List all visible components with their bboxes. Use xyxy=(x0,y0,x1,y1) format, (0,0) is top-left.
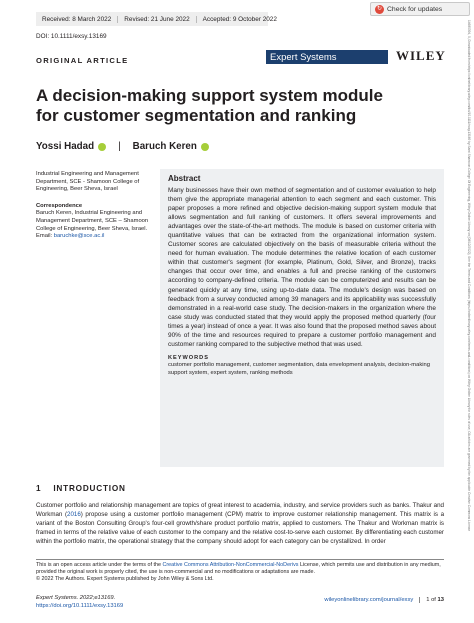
abstract-box xyxy=(160,169,444,467)
affiliation: Industrial Engineering and Management Department, SCE - Shamoon College of Engineering, Beer Sheva, Israel xyxy=(36,171,140,193)
author-name[interactable]: Yossi Hadad xyxy=(36,141,95,152)
keywords: customer portfolio management, customer segmentation, data envelopment analysis, decision-making support system, expert system, ranking methods xyxy=(168,361,430,376)
journal-banner xyxy=(266,50,388,64)
doi-link[interactable]: https://doi.org/10.1111/exsy.13169 xyxy=(36,602,124,609)
copyright: © 2022 The Authors. Expert Systems published by John Wiley & Sons Ltd. xyxy=(36,576,214,583)
paper-title: A decision-making support system module for customer segmentation and ranking xyxy=(36,86,383,125)
received-date: Received: 8 March 2022 xyxy=(36,16,118,23)
intro-text-part: Customer portfolio and relationship management are topics of great interest to academia, industry, and service providers such as banks. Thakur and Workman ( xyxy=(36,502,444,518)
page-total: 13 xyxy=(437,597,444,603)
email-link[interactable]: baruchke@sce.ac.il xyxy=(53,233,105,240)
orcid-icon[interactable] xyxy=(201,143,209,151)
license-text-part: This is an open access article under the terms of the xyxy=(36,562,163,568)
section-number: 1 xyxy=(36,484,42,493)
page-number xyxy=(419,597,444,603)
keywords-heading: KEYWORDS xyxy=(168,354,209,361)
correspondence-label: Correspondence xyxy=(36,202,83,209)
license-text xyxy=(36,562,444,576)
dates-bar xyxy=(36,12,277,26)
footer-citation xyxy=(36,595,123,610)
email-line xyxy=(36,233,156,241)
introduction-text xyxy=(36,501,444,546)
citation-text: Expert Systems. 2022;e13169. xyxy=(36,595,116,601)
license-link[interactable]: Creative Commons Attribution-NonCommercial-NoDerivs xyxy=(162,562,299,568)
license-notice xyxy=(36,562,444,584)
revised-date: Revised: 21 June 2022 xyxy=(118,16,196,23)
author-separator: | xyxy=(118,141,121,152)
publisher-logo: WILEY xyxy=(396,48,446,63)
check-for-updates-button[interactable] xyxy=(370,2,470,16)
section-heading xyxy=(36,484,126,493)
email-label: Email: xyxy=(36,233,53,240)
citation-link[interactable]: 2016 xyxy=(67,511,81,518)
orcid-icon[interactable] xyxy=(98,143,106,151)
download-notice-strip xyxy=(462,20,471,610)
download-notice: 14680394, 0, Downloaded from https://onlinelibrary.wiley.com/doi/10.1111/exsy.13169 by Sami Shamoon College Of Engineering, Wiley Online Library on [08/12/2022]. See the Terms and Conditions (https://onlinelibrary.wiley.com/terms-and-conditions) on Wiley Online Library for rules of use; OA articles are governed by the applicable Creative Commons License xyxy=(467,20,471,532)
accepted-date: Accepted: 9 October 2022 xyxy=(202,15,277,23)
divider xyxy=(36,559,444,560)
intro-text-part: ) propose using a customer portfolio management (CPM) matrix to improve customer relationship management. This matrix is a variant of the Boston Consulting Group's four-cell growth/share product portfolio matrix, applied to customers. The Thakur and Workman matrix is framed in terms of the relative value of each customer to the company and the relative cost-to-serve each customer. By differentiating each customer within the portfolio matrix, the operational strategy that the company should adopt for each category can be crystallized. In order xyxy=(36,511,445,545)
abstract-text: Many businesses have their own method of segmentation and of customer evaluation to help them give the appropriate managerial attention to each segment and each customer. This paper proposes a more refined and objective decision-making support system module that allows segmentation and full ranking of customers. It offers several improvements and advantages over the state-of-the-art methods. The module is based on customer criteria with quantitative values that can be extracted from the organizational information system. Customer scores are calculated objectively on the basis of measurable criteria without the need for human evaluation. The module determines the relative location of each customer within that customer's segment (for example, Platinum, Gold, Silver, and Bronze), tracks changes that occur over time, and enables a full and precise ranking of the customers according to company-defined criteria. The module can be computerized and results can be generated quickly at any time, using up-to-date data. The module's design was based on feedback from a survey conducted among 39 managers and its applicability was successfully demonstrated in a real-world case study. The decision-makers in the organization where the case study was conducted stated that they would apply the proposed method quarterly (four times a year) instead of once a year. It was also found that the proposed method saves about 90% of the time and resources required to prepare a customer portfolio management and customer ranking compared to the subjective method that was used. xyxy=(168,187,436,348)
author-list xyxy=(36,141,209,152)
license-text-part: License, which permits use and distribution in any medium, provided the original work is properly cited, the use is non-commercial and no modifications or adaptations are made. xyxy=(36,562,441,576)
journal-name: Expert Systems xyxy=(270,51,337,63)
correspondence-text: Baruch Keren, Industrial Engineering and Management Department, SCE – Shamoon College of Engineering, Beer Sheva, Israel. xyxy=(36,210,149,232)
footer-right xyxy=(324,597,444,603)
author-info-panel xyxy=(36,171,156,241)
abstract-heading: Abstract xyxy=(168,174,201,183)
page-prefix: 1 of xyxy=(426,597,436,603)
check-updates-label: Check for updates xyxy=(387,5,443,13)
update-icon: ↻ xyxy=(376,6,383,12)
journal-site-link[interactable]: wileyonlinelibrary.com/journal/exsy xyxy=(324,597,414,603)
article-type: ORIGINAL ARTICLE xyxy=(36,56,129,65)
doi: DOI: 10.1111/exsy.13169 xyxy=(36,33,107,40)
section-title: INTRODUCTION xyxy=(53,484,126,493)
author-name[interactable]: Baruch Keren xyxy=(132,141,197,152)
